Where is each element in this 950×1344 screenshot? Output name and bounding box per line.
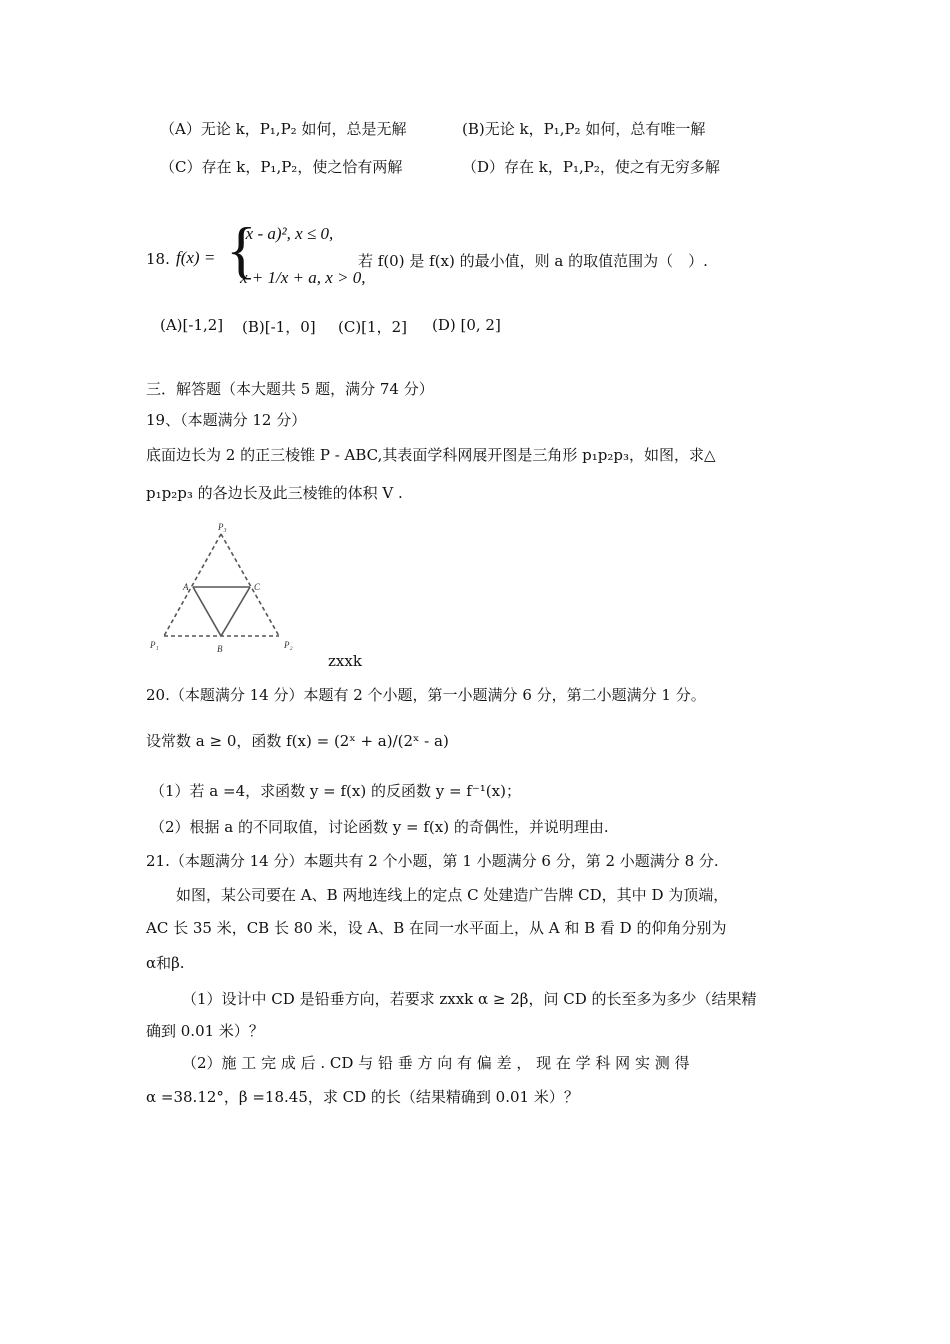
q20-given: 设常数 a ≥ 0，函数 f(x) = (2ˣ + a)/(2ˣ - a) [146, 732, 449, 750]
q19-watermark: zxxk [328, 652, 362, 670]
section-3-title: 三．解答题（本大题共 5 题，满分 74 分） [146, 380, 434, 398]
q21-part1-line2: 确到 0.01 米）？ [146, 1022, 264, 1040]
q20-part2: （2）根据 a 的不同取值，讨论函数 y = f(x) 的奇偶性，并说明理由. [150, 818, 609, 836]
q18-question: 若 f(0) 是 f(x) 的最小值，则 a 的取值范围为（ ）. [358, 252, 708, 270]
fig-label-p1: P₁ [150, 640, 159, 650]
q17-option-b-text: (B)无论 k，P₁,P₂ 如何，总有唯一解 [462, 120, 706, 138]
q17-option-a-text: （A）无论 k，P₁,P₂ 如何，总是无解 [160, 120, 407, 138]
q18-piece1: (x - a)², x ≤ 0, [240, 224, 334, 243]
q19-line2: p₁p₂p₃ 的各边长及此三棱锥的体积 V . [146, 484, 403, 502]
q21-part2-line1: （2）施 工 完 成 后 . CD 与 铅 垂 方 向 有 偏 差 ， 现 在 学 科 网 实 测 得 [182, 1054, 690, 1072]
fig-label-a: A [183, 582, 189, 592]
q18-number: 18. [146, 250, 170, 268]
q21-part1-line1: （1）设计中 CD 是铅垂方向，若要求 zxxk α ≥ 2β，问 CD 的长至多为多少（结果精 [182, 990, 757, 1008]
q17-option-a [160, 118, 406, 139]
q18-option-a: (A)[-1,2] [160, 316, 224, 334]
fig-edge-c-b [221, 587, 250, 636]
q21-paragraph-line1: 如图，某公司要在 A、B 两地连线上的定点 C 处建造广告牌 CD，其中 D 为顶端， [176, 886, 729, 904]
q19-net-figure [146, 520, 306, 660]
q17-option-d-text: （D）存在 k，P₁,P₂，使之有无穷多解 [462, 158, 720, 176]
q18-option-b: (B)[-1，0] [242, 318, 316, 336]
q19-header: 19、（本题满分 12 分） [146, 411, 307, 429]
q18-brace: { [226, 214, 257, 285]
q21-header: 21.（本题满分 14 分）本题共有 2 个小题，第 1 小题满分 6 分，第 2 小题满分 8 分. [146, 852, 719, 870]
q18-option-c: (C)[1，2] [338, 318, 407, 336]
q17-option-c-text: （C）存在 k，P₁,P₂，使之恰有两解 [160, 158, 403, 176]
q20-header: 20.（本题满分 14 分）本题有 2 个小题，第一小题满分 6 分，第二小题满分 1 分。 [146, 686, 706, 704]
fig-label-p3: P₃ [218, 522, 227, 532]
fig-label-c: C [254, 582, 261, 592]
q18-piece2: x + 1/x + a, x > 0, [240, 268, 366, 287]
q18-option-d: (D) [0, 2] [432, 316, 501, 334]
q21-part2-line2: α =38.12°，β =18.45，求 CD 的长（结果精确到 0.01 米）？ [146, 1088, 579, 1106]
fig-label-p2: P₂ [284, 640, 293, 650]
q21-paragraph-line3: α和β. [146, 954, 185, 972]
fig-label-b: B [217, 644, 223, 654]
fig-edge-a-b [193, 587, 221, 636]
q17-option-c [160, 156, 402, 177]
q17-option-b [462, 118, 705, 139]
q17-option-d [462, 156, 720, 177]
q19-line1: 底面边长为 2 的正三棱锥 P - ABC,其表面学科网展开图是三角形 p₁p₂p₃，如图，求△ [146, 446, 716, 464]
q21-paragraph-line2: AC 长 35 米，CB 长 80 米，设 A、B 在同一水平面上，从 A 和 B 看 D 的仰角分别为 [146, 919, 727, 937]
q18-lhs: f(x) = [176, 248, 216, 267]
q20-part1: （1）若 a =4，求函数 y = f(x) 的反函数 y = f⁻¹(x)； [150, 782, 521, 800]
